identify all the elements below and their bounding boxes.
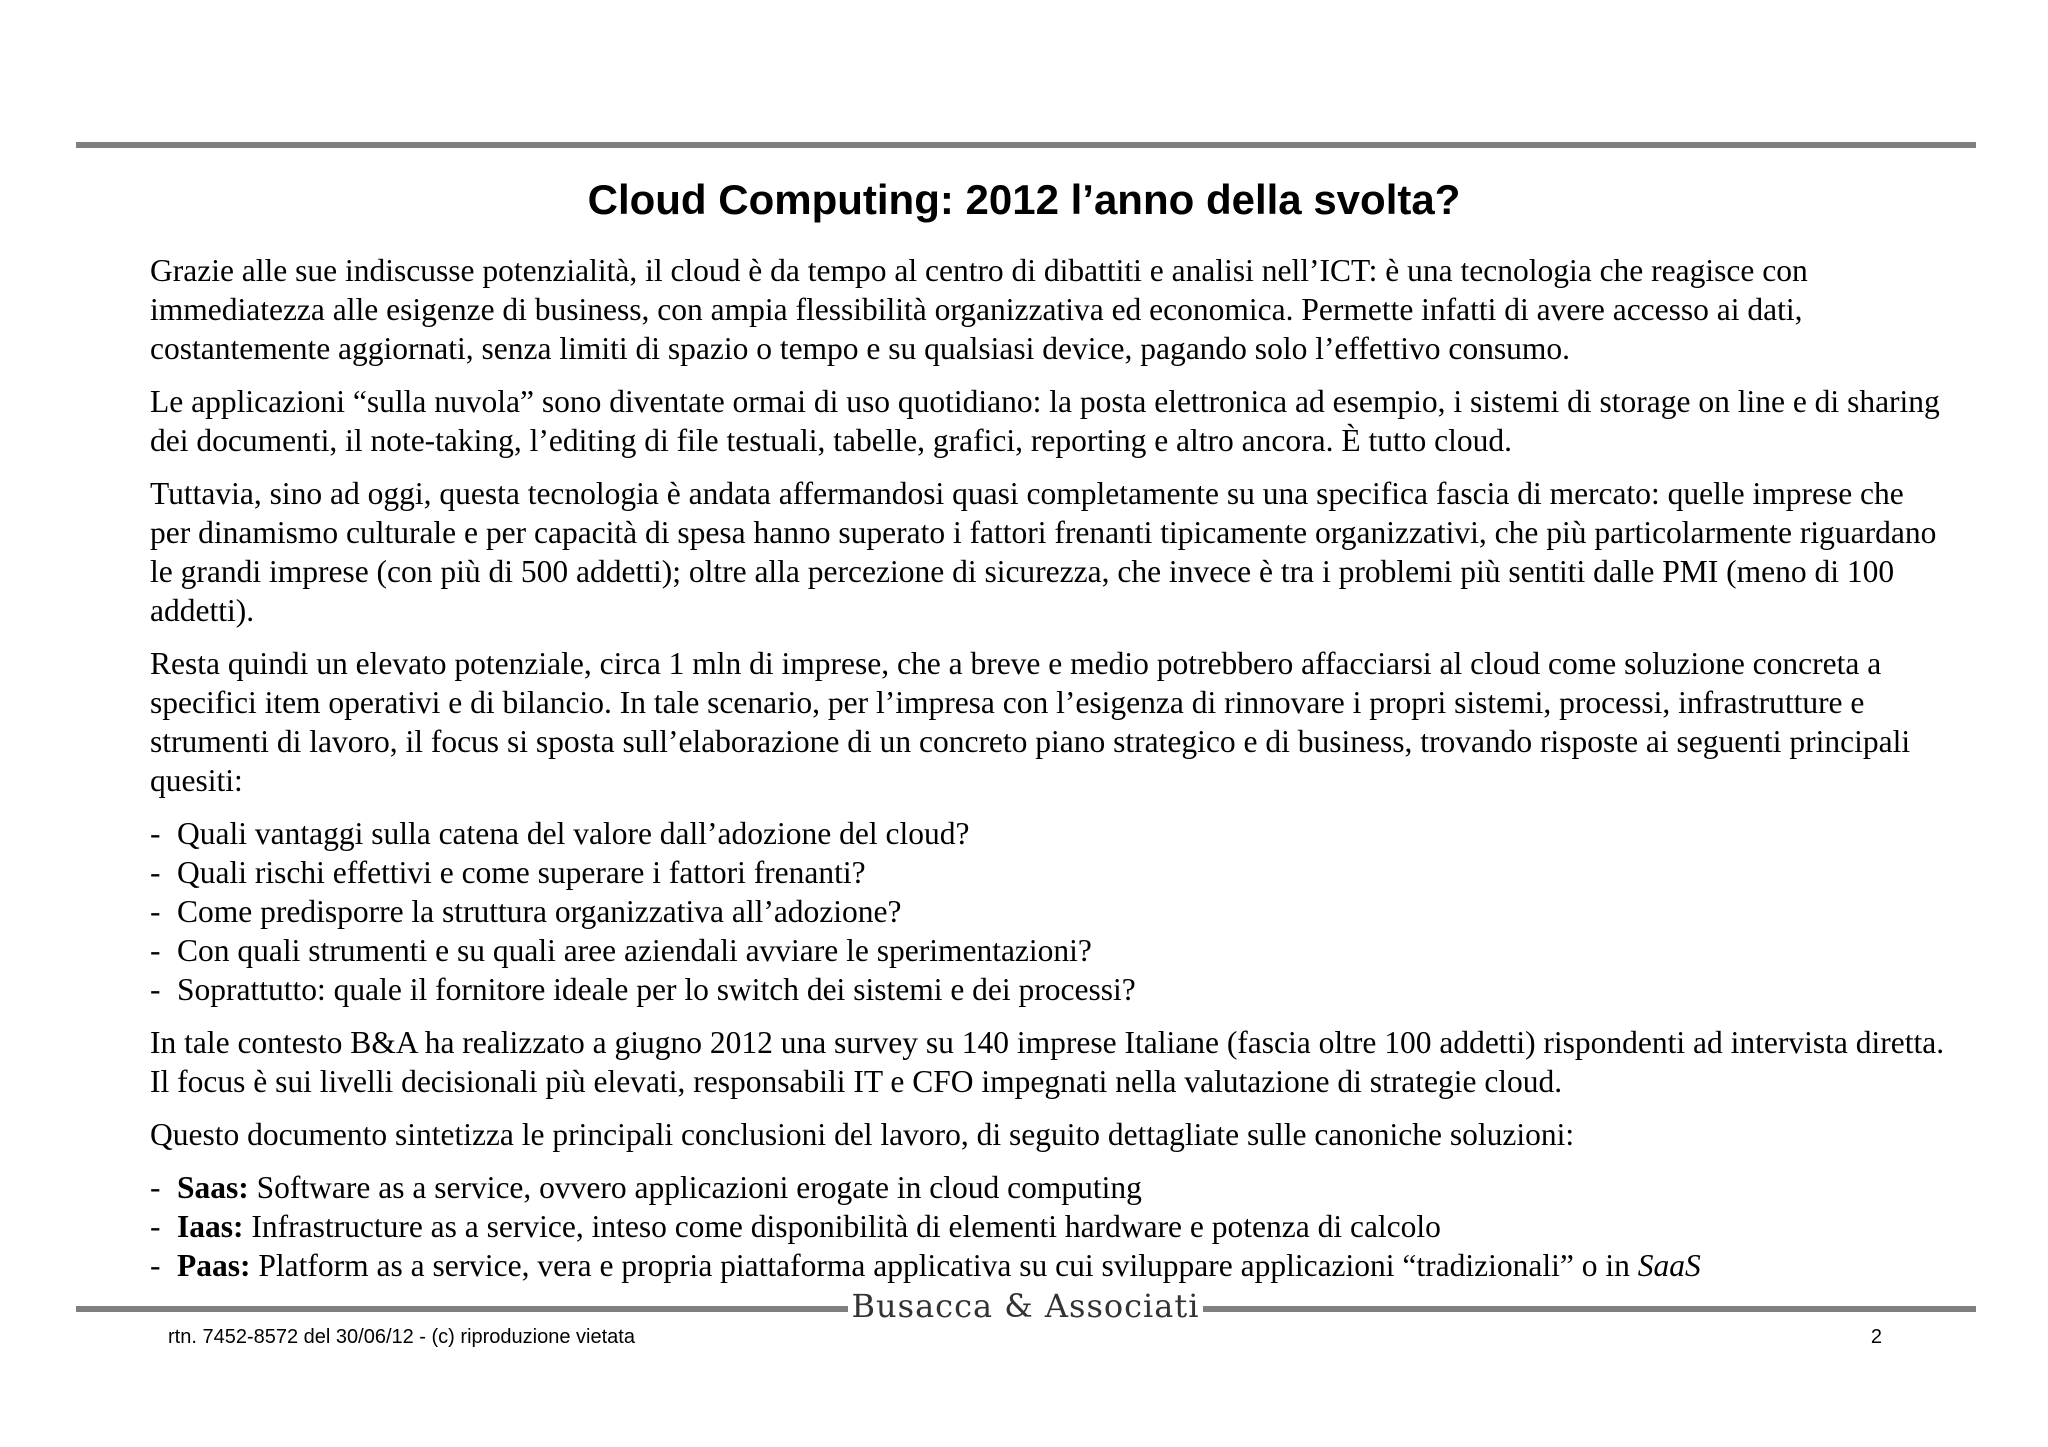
paragraph-applications: Le applicazioni “sulla nuvola” sono diventate ormai di uso quotidiano: la posta elettronica ad esempio, i sistemi di storage on line e di sharing dei documenti, il note-taking, l’editing di file testuali, tabelle, grafici, reporting e altro ancora. È tutto cloud. — [150, 384, 1940, 458]
solution-term: Iaas: — [177, 1209, 244, 1244]
list-item — [150, 853, 1950, 892]
footer-rule-left — [76, 1306, 848, 1312]
paragraph-market: Tuttavia, sino ad oggi, questa tecnologia è andata affermandosi quasi completamente su una specifica fascia di mercato: quelle imprese che per dinamismo culturale e per capacità di spesa hanno superato i fattori frenanti tipicamente organizzativi, che più particolarmente riguardano le grandi imprese (con più di 500 addetti); oltre alla percezione di sicurezza, che invece è tra i problemi più sentiti dalle PMI (meno di 100 addetti). — [150, 476, 1937, 628]
question-text: Con quali strumenti e su quali aree aziendali avviare le sperimentazioni? — [177, 933, 1092, 968]
paragraph-summary: Questo documento sintetizza le principali conclusioni del lavoro, di seguito dettagliate sulle canoniche soluzioni: — [150, 1117, 1575, 1152]
solution-description: Infrastructure as a service, inteso come disponibilità di elementi hardware e potenza di calcolo — [251, 1209, 1441, 1244]
brand-logo: Busacca & Associati — [851, 1287, 1200, 1325]
list-item — [150, 1168, 1950, 1207]
footer-rule-right — [1203, 1306, 1976, 1312]
questions-list — [150, 814, 1950, 1009]
list-dash: - — [150, 816, 161, 851]
page-title: Cloud Computing: 2012 l’anno della svolta? — [587, 176, 1461, 223]
solution-term: Saas: — [177, 1170, 249, 1205]
paragraph-intro: Grazie alle sue indiscusse potenzialità, il cloud è da tempo al centro di dibattiti e analisi nell’ICT: è una tecnologia che reagisce con immediatezza alle esigenze di business, con ampia flessibilità organizzativa ed economica. Permette infatti di avere accesso ai dati, costantemente aggiornati, senza limiti di spazio o tempo e su qualsiasi device, pagando solo l’effettivo consumo. — [150, 253, 1808, 366]
list-dash: - — [150, 1209, 161, 1244]
solutions-list — [150, 1168, 1950, 1285]
page-number: 2 — [1870, 1326, 1882, 1348]
list-dash: - — [150, 894, 161, 929]
question-text: Soprattutto: quale il fornitore ideale per lo switch dei sistemi e dei processi? — [177, 972, 1136, 1007]
list-item — [150, 970, 1950, 1009]
question-text: Quali vantaggi sulla catena del valore dall’adozione del cloud? — [177, 816, 970, 851]
list-dash: - — [150, 972, 161, 1007]
list-item — [150, 1207, 1950, 1246]
paragraph-survey: In tale contesto B&A ha realizzato a giugno 2012 una survey su 140 imprese Italiane (fascia oltre 100 addetti) rispondenti ad intervista diretta. Il focus è sui livelli decisionali più elevati, responsabili IT e CFO impegnati nella valutazione di strategie cloud. — [150, 1025, 1945, 1099]
solution-description: Software as a service, ovvero applicazioni erogate in cloud computing — [256, 1170, 1142, 1205]
list-dash: - — [150, 1170, 161, 1205]
list-dash: - — [150, 855, 161, 890]
list-item — [150, 892, 1950, 931]
document-body — [150, 251, 1950, 1299]
solution-term: Paas: — [177, 1248, 251, 1283]
list-item — [150, 1246, 1950, 1285]
list-item — [150, 814, 1950, 853]
list-dash: - — [150, 933, 161, 968]
solution-description: Platform as a service, vera e propria piattaforma applicativa su cui sviluppare applicazioni “tradizionali” o in — [258, 1248, 1630, 1283]
question-text: Come predisporre la struttura organizzativa all’adozione? — [177, 894, 902, 929]
copyright-note: rtn. 7452-8572 del 30/06/12 - (c) riproduzione vietata — [168, 1326, 635, 1348]
paragraph-potential: Resta quindi un elevato potenziale, circa 1 mln di imprese, che a breve e medio potrebbero affacciarsi al cloud come soluzione concreta a specifici item operativi e di bilancio. In tale scenario, per l’impresa con l’esigenza di rinnovare i propri sistemi, processi, infrastrutture e strumenti di lavoro, il focus si sposta sull’elaborazione di un concreto piano strategico e di business, trovando risposte ai seguenti principali quesiti: — [150, 646, 1911, 798]
question-text: Quali rischi effettivi e come superare i fattori frenanti? — [177, 855, 866, 890]
list-item — [150, 931, 1950, 970]
solution-emphasis: SaaS — [1637, 1248, 1701, 1283]
header-rule — [76, 142, 1976, 148]
list-dash: - — [150, 1248, 161, 1283]
